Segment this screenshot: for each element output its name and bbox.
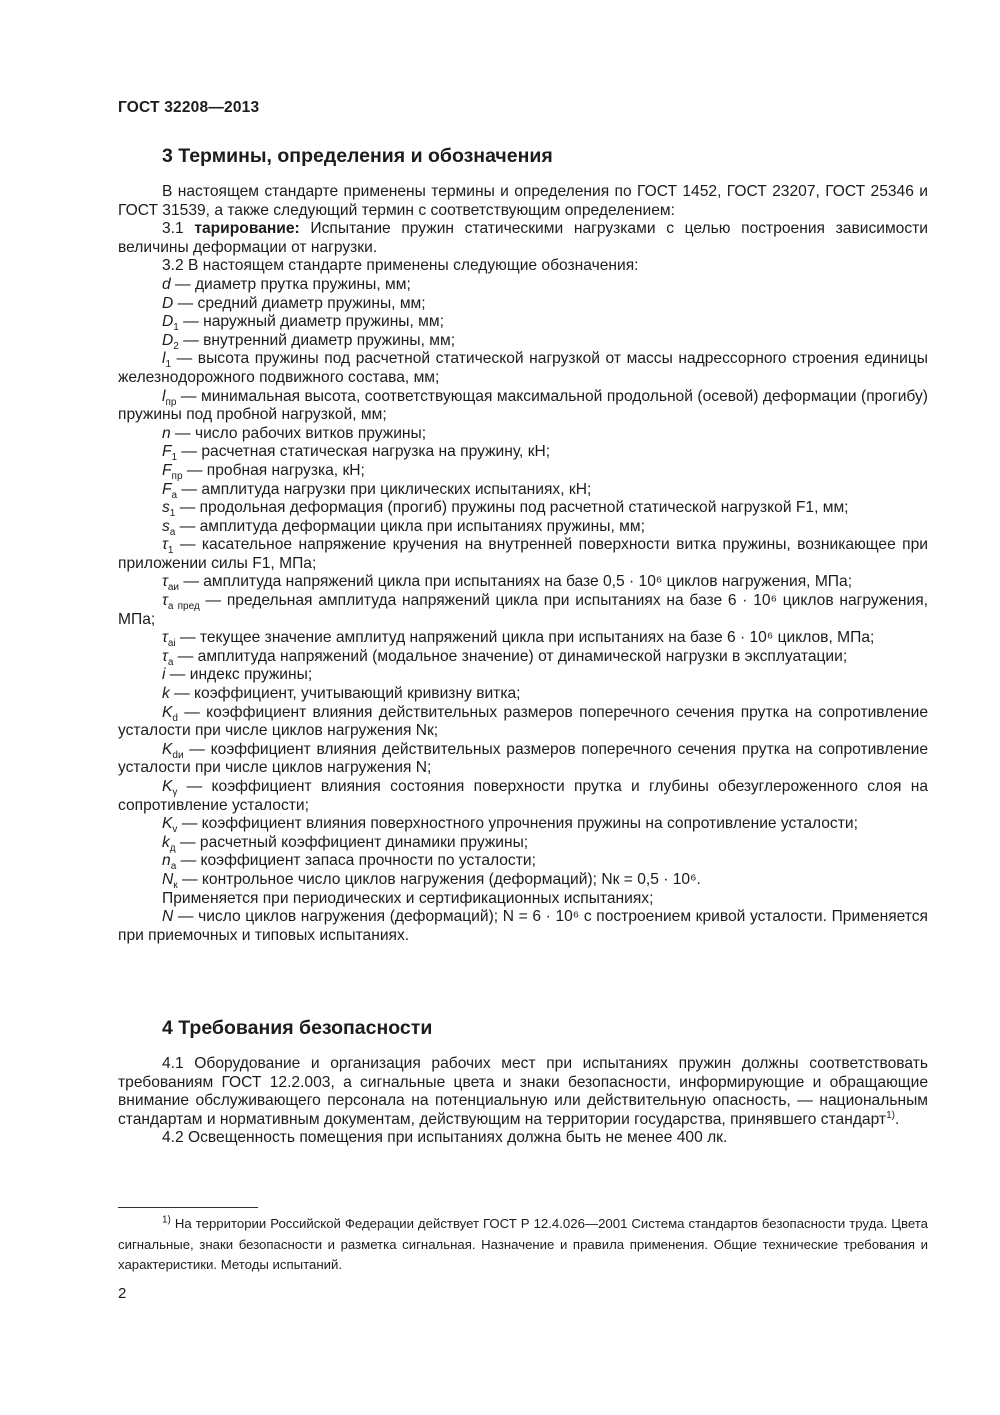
footnote-marker: 1): [162, 1214, 171, 1226]
symbol-item: [118, 462, 928, 481]
symbol-description: — число циклов нагружения (деформаций); N = 6 · 10⁶ с построением кривой усталости. Применяется при приемочных и типовых испытаниях.: [118, 908, 928, 944]
symbol-letter: i: [162, 666, 166, 684]
footnote-paragraph: [118, 1214, 928, 1276]
symbol-letter: n: [162, 852, 171, 870]
symbol-letter: k: [162, 833, 170, 851]
symbol-subscript: v: [172, 824, 178, 836]
page-number: 2: [118, 1285, 127, 1302]
symbol-description: — пробная нагрузка, кН;: [182, 461, 365, 479]
symbol-letter: s: [162, 499, 170, 517]
symbol-letter: τ: [162, 629, 168, 647]
symbol-subscript: пр: [171, 471, 183, 483]
paragraph-4-1-text: 4.1 Оборудование и организация рабочих мест при испытаниях пружин должны соответствовать требованиям ГОСТ 12.2.003, а сигнальные цвета и знаки безопасности, информирующие и обращающие внимание обслуживающего персонала на потенциальную или действительную опасность, — национальным стандартам и нормативным документам, действующим на территории государства, принявшего стандарт: [118, 1055, 928, 1128]
definition-paragraph: [118, 220, 928, 257]
symbol-item: [118, 313, 928, 332]
symbol-letter: τ: [162, 592, 168, 610]
symbol-item: [118, 852, 928, 871]
symbol-item: [118, 666, 928, 685]
symbol-subscript: a: [171, 489, 178, 501]
symbol-description: — амплитуда напряжений цикла при испытаниях на базе 0,5 · 10⁶ циклов нагружения, МПа;: [179, 573, 853, 591]
symbol-description: — средний диаметр пружины, мм;: [173, 294, 426, 312]
symbol-subscript: 2: [173, 340, 179, 352]
symbol-letter: l: [162, 387, 166, 405]
footnote-reference: 1): [886, 1109, 895, 1121]
symbol-subscript: 1: [165, 359, 172, 371]
symbol-description: — минимальная высота, соответствующая максимальной продольной (осевой) деформации (прогибу) пружины под пробной нагрузкой, мм;: [118, 387, 928, 424]
symbol-item: [118, 481, 928, 500]
symbols-list: [118, 276, 928, 890]
symbol-letter: N: [162, 908, 174, 926]
symbol-description: — внутренний диаметр пружины, мм;: [178, 331, 456, 349]
symbol-description: — коэффициент влияния поверхностного упрочнения пружины на сопротивление усталости;: [177, 815, 858, 833]
symbol-item: [118, 871, 928, 890]
symbol-subscript: аi: [167, 638, 176, 650]
symbol-subscript: пр: [165, 396, 177, 408]
symbol-letter: K: [162, 703, 173, 721]
symbol-description: — продольная деформация (прогиб) пружины под расчетной статической нагрузкой F1, мм;: [175, 499, 849, 517]
section-3-title: 3 Термины, определения и обозначения: [162, 145, 553, 167]
symbol-subscript: 1: [169, 508, 176, 520]
symbol-description: — число рабочих витков пружины;: [170, 424, 427, 442]
symbol-item: [118, 685, 928, 704]
symbol-letter: F: [162, 461, 172, 479]
footnote: [118, 1214, 928, 1276]
symbol-letter: τ: [162, 573, 168, 591]
symbol-item: [118, 629, 928, 648]
symbol-item: [118, 648, 928, 667]
symbol-description: — коэффициент запаса прочности по усталости;: [176, 852, 536, 870]
symbols-intro: 3.2 В настоящем стандарте применены следующие обозначения:: [162, 257, 639, 275]
symbol-description: — высота пружины под расчетной статической нагрузкой от массы надрессорного строения единицы железнодорожного подвижного состава, мм;: [118, 350, 928, 386]
symbol-subscript: 1: [167, 545, 174, 557]
symbol-letter: N: [162, 870, 174, 888]
symbol-letter: D: [162, 331, 174, 349]
symbol-item: [118, 573, 928, 592]
symbol-item: [118, 443, 928, 462]
paragraph-4-2: 4.2 Освещенность помещения при испытаниях должна быть не менее 400 лк.: [162, 1129, 728, 1147]
definition-text: Испытание пружин статическими нагрузками с целью построения зависимости величины деформации от нагрузки.: [118, 220, 928, 256]
symbol-subscript: 1: [171, 452, 178, 464]
symbol-item: [118, 778, 928, 815]
symbol-description: — расчетная статическая нагрузка на пружину, кН;: [177, 443, 551, 461]
symbol-description: — индекс пружины;: [165, 666, 313, 684]
symbol-item: [118, 350, 928, 387]
definition-number: 3.1: [162, 220, 195, 238]
symbol-item: [118, 834, 928, 853]
symbol-subscript: dи: [172, 749, 184, 761]
symbol-subscript: к: [173, 880, 178, 892]
symbol-letter: τ: [162, 536, 168, 554]
symbol-item-last: [118, 908, 928, 945]
symbol-description: — коэффициент влияния действительных размеров поперечного сечения прутка на сопротивление усталости при числе циклов нагружения Nк;: [118, 703, 928, 740]
footnote-text: На территории Российской Федерации действует ГОСТ Р 12.4.026—2001 Система стандартов безопасности труда. Цвета сигнальные, знаки безопасности и разметка сигнальная. Назначение и правила применения. Общие технические требования и характеристики. Методы испытаний.: [118, 1216, 928, 1272]
section-4-body: [118, 1055, 928, 1148]
symbol-description: — текущее значение амплитуд напряжений цикла при испытаниях на базе 6 · 10⁶ циклов, МПа;: [175, 629, 875, 647]
symbol-item: [118, 815, 928, 834]
symbol-description: — расчетный коэффициент динамики пружины;: [175, 833, 529, 851]
document-header: ГОСТ 32208—2013: [118, 99, 260, 116]
symbol-letter: K: [162, 778, 173, 795]
symbol-description: — касательное напряжение кручения на внутренней поверхности витка пружины, возникающее при приложении силы F1, МПа;: [118, 536, 928, 572]
symbol-description: — амплитуда напряжений (модальное значение) от динамической нагрузки в эксплуатации;: [173, 647, 848, 665]
symbol-item: [118, 499, 928, 518]
symbol-description: — диаметр прутка пружины, мм;: [170, 275, 411, 293]
symbol-description: — коэффициент, учитывающий кривизну витка;: [169, 685, 521, 703]
symbol-description: — контрольное число циклов нагружения (деформаций); Nк = 0,5 · 10⁶.: [177, 870, 701, 888]
symbol-letter: K: [162, 740, 173, 758]
symbol-description: — амплитуда деформации цикла при испытаниях пружины, мм;: [175, 517, 645, 535]
symbol-item: [118, 295, 928, 314]
symbol-description: — коэффициент влияния состояния поверхности прутка и глубины обезуглероженного слоя на сопротивление усталости;: [118, 778, 928, 814]
definition-term: тарирование:: [194, 220, 300, 238]
symbol-description: — предельная амплитуда напряжений цикла при испытаниях на базе 6 · 10⁶ циклов нагружения, МПа;: [118, 592, 928, 628]
symbol-subscript: d: [172, 712, 178, 724]
symbol-subscript: γ: [172, 787, 178, 799]
symbol-item: [118, 276, 928, 295]
symbol-item: [118, 332, 928, 351]
paragraph-4-1: [118, 1055, 928, 1129]
symbol-subscript: a: [170, 861, 177, 873]
footnote-divider: [118, 1207, 258, 1208]
symbols-note: Применяется при периодических и сертификационных испытаниях;: [162, 889, 654, 907]
symbol-item: [118, 536, 928, 573]
symbol-subscript: а пред: [167, 601, 200, 613]
symbol-letter: n: [162, 424, 171, 442]
symbol-subscript: аи: [167, 582, 179, 594]
symbol-subscript: а: [167, 656, 174, 668]
section-4-title: 4 Требования безопасности: [162, 1017, 433, 1039]
symbol-letter: k: [162, 685, 170, 703]
paragraph-4-1-end: .: [894, 1110, 900, 1128]
symbol-letter: d: [162, 275, 171, 293]
symbol-letter: τ: [162, 647, 168, 665]
symbol-description: — коэффициент влияния действительных размеров поперечного сечения прутка на сопротивление усталости при числе циклов нагружения N;: [118, 740, 928, 777]
symbol-subscript: 1: [173, 322, 179, 334]
symbol-subscript: д: [169, 842, 176, 854]
section-3-body: [118, 183, 928, 945]
symbol-description: — наружный диаметр пружины, мм;: [178, 313, 444, 331]
symbol-letter: F: [162, 480, 172, 498]
symbol-letter: s: [162, 517, 170, 535]
symbol-item: [118, 388, 928, 425]
symbol-letter: D: [162, 313, 174, 331]
symbol-item: [118, 518, 928, 537]
symbol-item: [118, 592, 928, 629]
symbol-item: [118, 741, 928, 778]
symbol-letter: l: [162, 350, 166, 368]
symbol-subscript: a: [169, 526, 176, 538]
symbol-item: [118, 425, 928, 444]
symbol-letter: D: [162, 294, 174, 312]
symbol-item: [118, 704, 928, 741]
symbol-letter: F: [162, 443, 172, 461]
intro-paragraph: В настоящем стандарте применены термины и определения по ГОСТ 1452, ГОСТ 23207, ГОСТ 25346 и ГОСТ 31539, а также следующий термин с соответствующим определением:: [118, 183, 928, 219]
symbol-description: — амплитуда нагрузки при циклических испытаниях, кН;: [177, 480, 592, 498]
symbol-letter: K: [162, 815, 173, 833]
